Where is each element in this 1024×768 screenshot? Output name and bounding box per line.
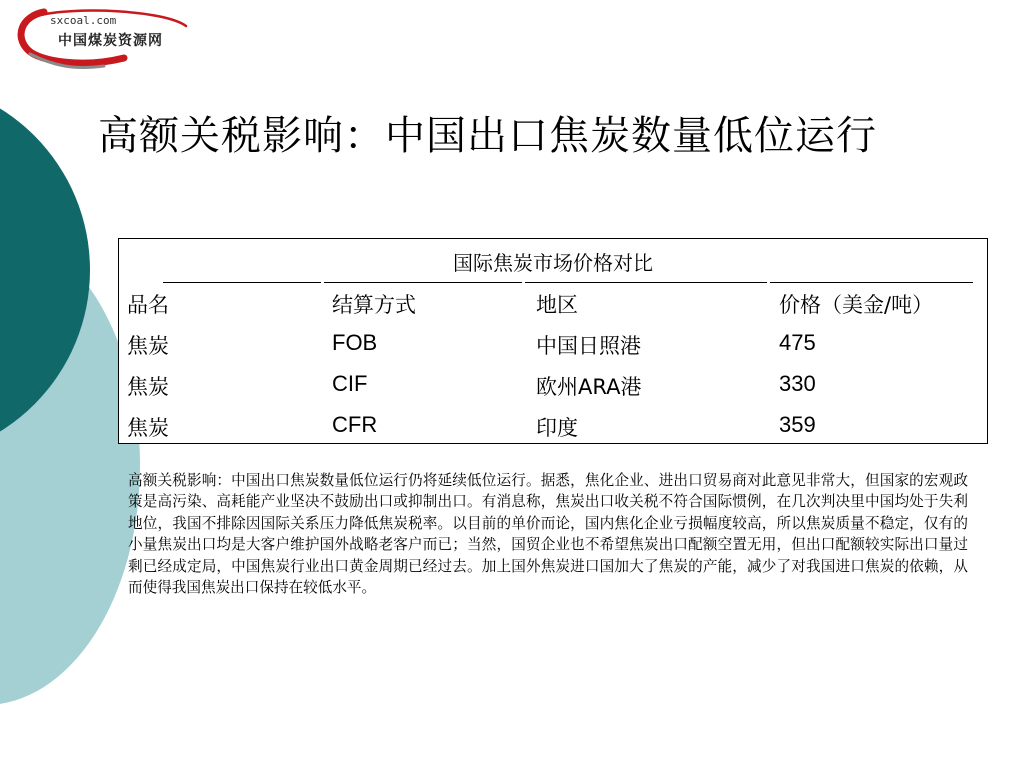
table-cell: 焦炭 [127,416,169,440]
table-header-cell: 价格（美金/吨） [779,293,934,317]
body-paragraph: 高额关税影响：中国出口焦炭数量低位运行仍将延续低位运行。据悉，焦化企业、进出口贸易商对此意见非常大，但国家的宏观政策是高污染、高耗能产业坚决不鼓励出口或抑制出口。有消息称，焦炭出口收关税不符合国际惯例，在几次判决里中国均处于失利地位，我国不排除因国际关系压力降低焦炭税率。以目前的单价而论，国内焦化企业亏损幅度较高，所以焦炭质量不稳定，仅有的小量焦炭出口均是大客户维护国外战略老客户而已；当然，国贸企业也不希望焦炭出口配额空置无用，但出口配额较实际出口量过剩已经成定局，中国焦炭行业出口黄金周期已经过去。加上国外焦炭进口国加大了焦炭的产能，减少了对我国进口焦炭的依赖，从而使得我国焦炭出口保持在较低水平。 [128,472,968,597]
site-logo[interactable] [14,6,194,76]
table-cell: CIF [332,371,368,396]
table-cell: FOB [332,330,378,355]
table-cell: 欧州ARA港 [536,375,642,399]
table-rule [525,282,767,283]
table-rule [770,282,973,283]
page-title: 高额关税影响：中国出口焦炭数量低位运行 [98,113,877,159]
table-header-cell: 地区 [536,293,578,317]
table-header-cell: 结算方式 [332,293,416,317]
logo-url-text: sxcoal.com [50,14,117,27]
table-cell: 焦炭 [127,334,169,358]
table-cell: 印度 [536,416,578,440]
price-comparison-table [118,238,988,444]
table-caption: 国际焦炭市场价格对比 [453,251,653,275]
table-cell: 475 [779,330,816,355]
table-cell: CFR [332,412,378,437]
table-rule [163,282,321,283]
table-cell: 中国日照港 [536,334,641,358]
table-cell: 焦炭 [127,375,169,399]
table-header-cell: 品名 [127,293,169,317]
table-cell: 330 [779,371,816,396]
table-cell: 359 [779,412,816,437]
logo-name-text: 中国煤炭资源网 [58,33,163,49]
table-rule [324,282,522,283]
